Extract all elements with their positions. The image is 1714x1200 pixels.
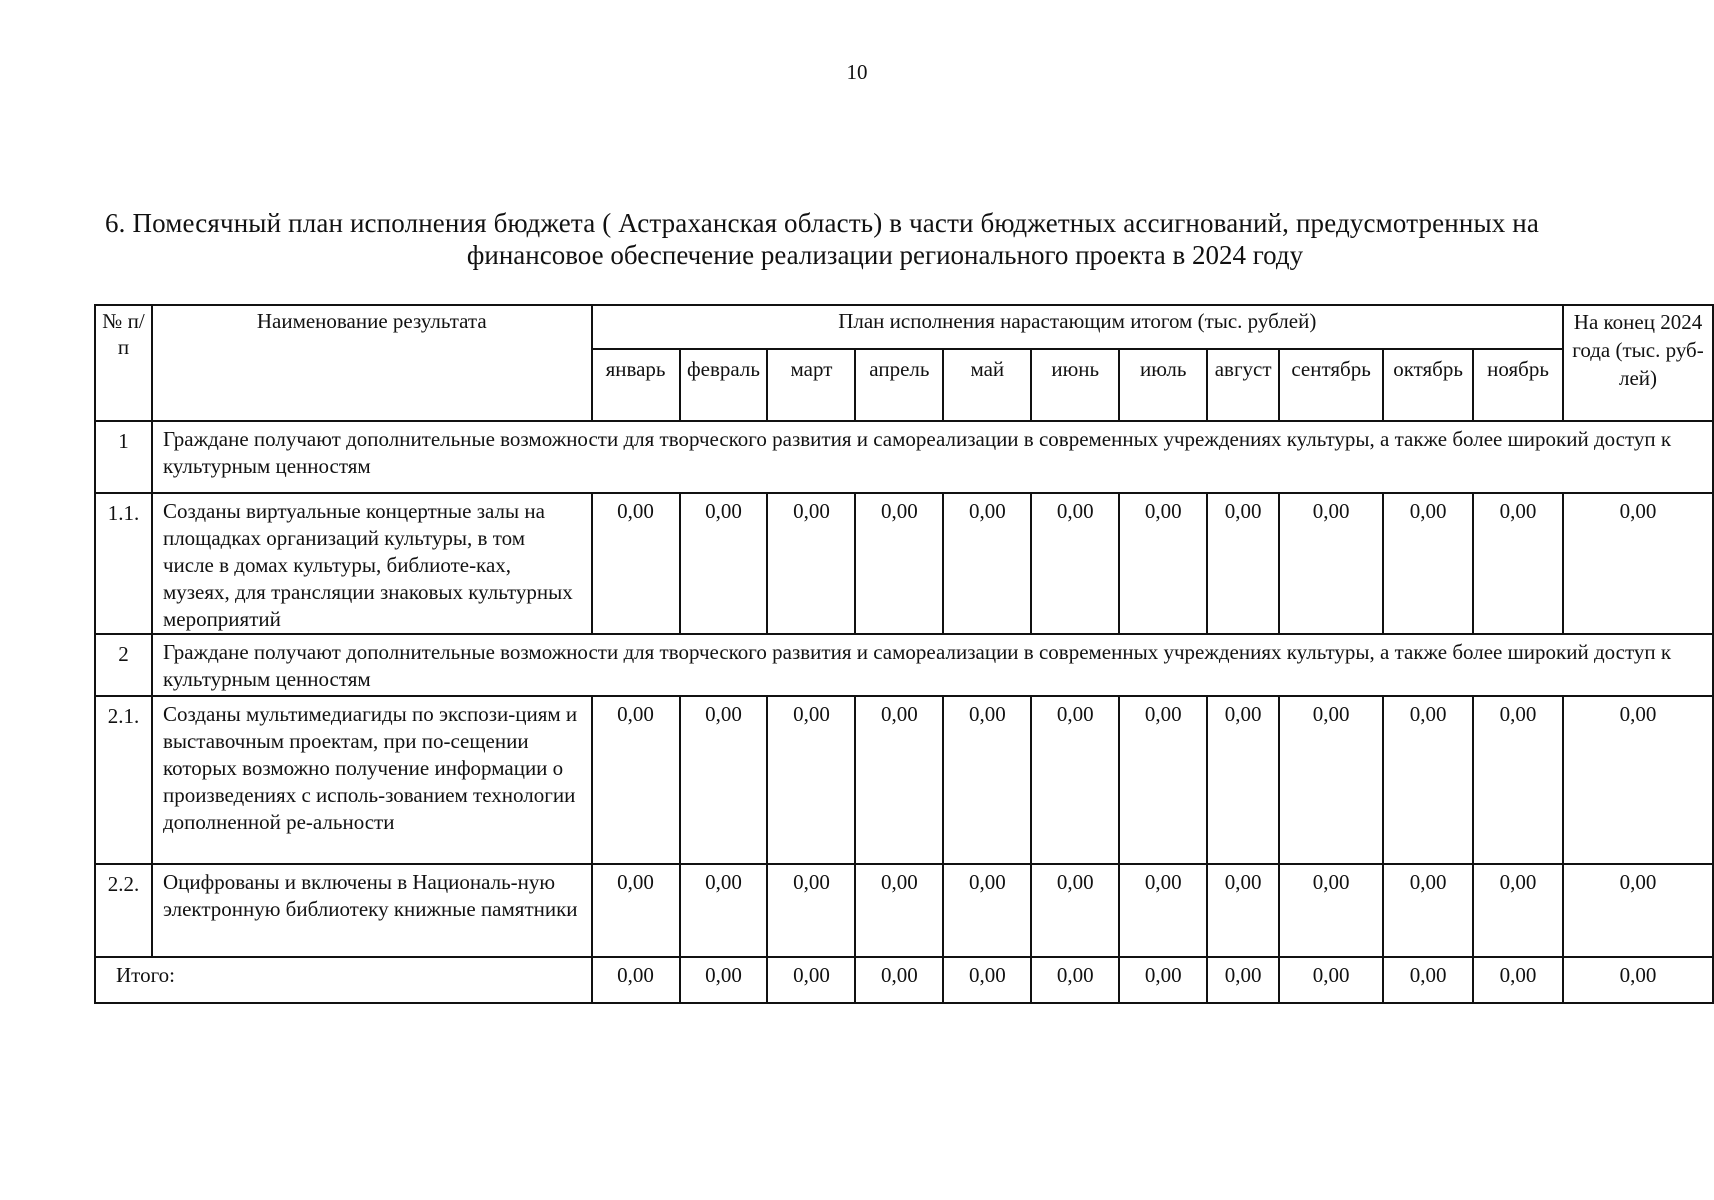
month-value: 0,00 — [680, 493, 768, 634]
month-value: 0,00 — [855, 864, 943, 957]
month-value: 0,00 — [1279, 696, 1383, 864]
title-line-2: финансовое обеспечение реализации регионального проекта в 2024 году — [466, 240, 1304, 270]
header-end-of-year: На конец 2024 года (тыс. руб-лей) — [1563, 305, 1713, 421]
month-header: январь — [592, 349, 680, 421]
month-header: март — [767, 349, 855, 421]
group-row — [95, 421, 1713, 493]
month-value: 0,00 — [680, 864, 768, 957]
month-value: 0,00 — [1473, 696, 1563, 864]
header-num: № п/п — [95, 305, 152, 421]
month-value: 0,00 — [1207, 493, 1279, 634]
result-row — [95, 696, 1713, 864]
total-value: 0,00 — [855, 957, 943, 1003]
month-value: 0,00 — [1473, 493, 1563, 634]
row-number: 2.2. — [95, 864, 152, 957]
month-value: 0,00 — [1383, 864, 1473, 957]
group-row — [95, 634, 1713, 696]
total-label: Итого: — [95, 957, 592, 1003]
page-number: 10 — [846, 60, 868, 84]
end-of-year-value: 0,00 — [1563, 864, 1713, 957]
total-value: 0,00 — [1279, 957, 1383, 1003]
month-value: 0,00 — [855, 493, 943, 634]
header-name: Наименование результата — [152, 305, 592, 421]
month-value: 0,00 — [943, 696, 1031, 864]
month-value: 0,00 — [1473, 864, 1563, 957]
month-value: 0,00 — [1119, 864, 1207, 957]
result-row — [95, 864, 1713, 957]
total-value: 0,00 — [680, 957, 768, 1003]
group-description: Граждане получают дополнительные возможности для творческого развития и самореализации в современных учреждениях культуры, а также более широкий доступ к культурным ценностям — [152, 421, 1713, 493]
month-header: октябрь — [1383, 349, 1473, 421]
total-value: 0,00 — [1473, 957, 1563, 1003]
month-value: 0,00 — [767, 493, 855, 634]
month-header: август — [1207, 349, 1279, 421]
total-value: 0,00 — [1119, 957, 1207, 1003]
result-name: Оцифрованы и включены в Националь-ную электронную библиотеку книжные памятники — [152, 864, 592, 957]
month-value: 0,00 — [1031, 696, 1119, 864]
total-row — [95, 957, 1713, 1003]
month-value: 0,00 — [1383, 493, 1473, 634]
total-value: 0,00 — [592, 957, 680, 1003]
month-value: 0,00 — [1207, 864, 1279, 957]
month-value: 0,00 — [1031, 864, 1119, 957]
month-value: 0,00 — [943, 493, 1031, 634]
result-name: Созданы мультимедиагиды по экспози-циям и выставочным проектам, при по-сещении которых возможно получение информации о произведениях с исполь-зованием технологии дополненной ре-альности — [152, 696, 592, 864]
month-value: 0,00 — [767, 864, 855, 957]
total-end-of-year-value: 0,00 — [1563, 957, 1713, 1003]
month-value: 0,00 — [1119, 696, 1207, 864]
month-header: февраль — [680, 349, 768, 421]
end-of-year-value: 0,00 — [1563, 696, 1713, 864]
total-value: 0,00 — [767, 957, 855, 1003]
total-value: 0,00 — [943, 957, 1031, 1003]
total-value: 0,00 — [1383, 957, 1473, 1003]
result-row — [95, 493, 1713, 634]
month-value: 0,00 — [1279, 864, 1383, 957]
month-value: 0,00 — [592, 493, 680, 634]
row-number: 1.1. — [95, 493, 152, 634]
month-value: 0,00 — [855, 696, 943, 864]
month-header: апрель — [855, 349, 943, 421]
month-value: 0,00 — [1031, 493, 1119, 634]
header-plan: План исполнения нарастающим итогом (тыс. рублей) — [592, 305, 1563, 349]
total-value: 0,00 — [1031, 957, 1119, 1003]
month-value: 0,00 — [592, 864, 680, 957]
month-value: 0,00 — [767, 696, 855, 864]
month-header: июль — [1119, 349, 1207, 421]
group-description: Граждане получают дополнительные возможности для творческого развития и самореализации в современных учреждениях культуры, а также более широкий доступ к культурным ценностям — [152, 634, 1713, 696]
month-header: июнь — [1031, 349, 1119, 421]
month-value: 0,00 — [1207, 696, 1279, 864]
title-line-1: 6. Помесячный план исполнения бюджета ( Астраханская область) в части бюджетных ассигнований, предусмотренных на — [105, 208, 1540, 238]
month-header: ноябрь — [1473, 349, 1563, 421]
row-number: 1 — [95, 421, 152, 493]
month-value: 0,00 — [1279, 493, 1383, 634]
section-title — [95, 207, 1675, 271]
month-header: май — [943, 349, 1031, 421]
total-value: 0,00 — [1207, 957, 1279, 1003]
month-header: сентябрь — [1279, 349, 1383, 421]
result-name: Созданы виртуальные концертные залы на площадках организаций культуры, в том числе в домах культуры, библиоте-ках, музеях, для трансляции знаковых культурных мероприятий — [152, 493, 592, 634]
month-value: 0,00 — [1383, 696, 1473, 864]
month-value: 0,00 — [943, 864, 1031, 957]
month-value: 0,00 — [680, 696, 768, 864]
month-value: 0,00 — [1119, 493, 1207, 634]
row-number: 2.1. — [95, 696, 152, 864]
budget-plan-table — [94, 304, 1714, 1004]
end-of-year-value: 0,00 — [1563, 493, 1713, 634]
month-value: 0,00 — [592, 696, 680, 864]
row-number: 2 — [95, 634, 152, 696]
